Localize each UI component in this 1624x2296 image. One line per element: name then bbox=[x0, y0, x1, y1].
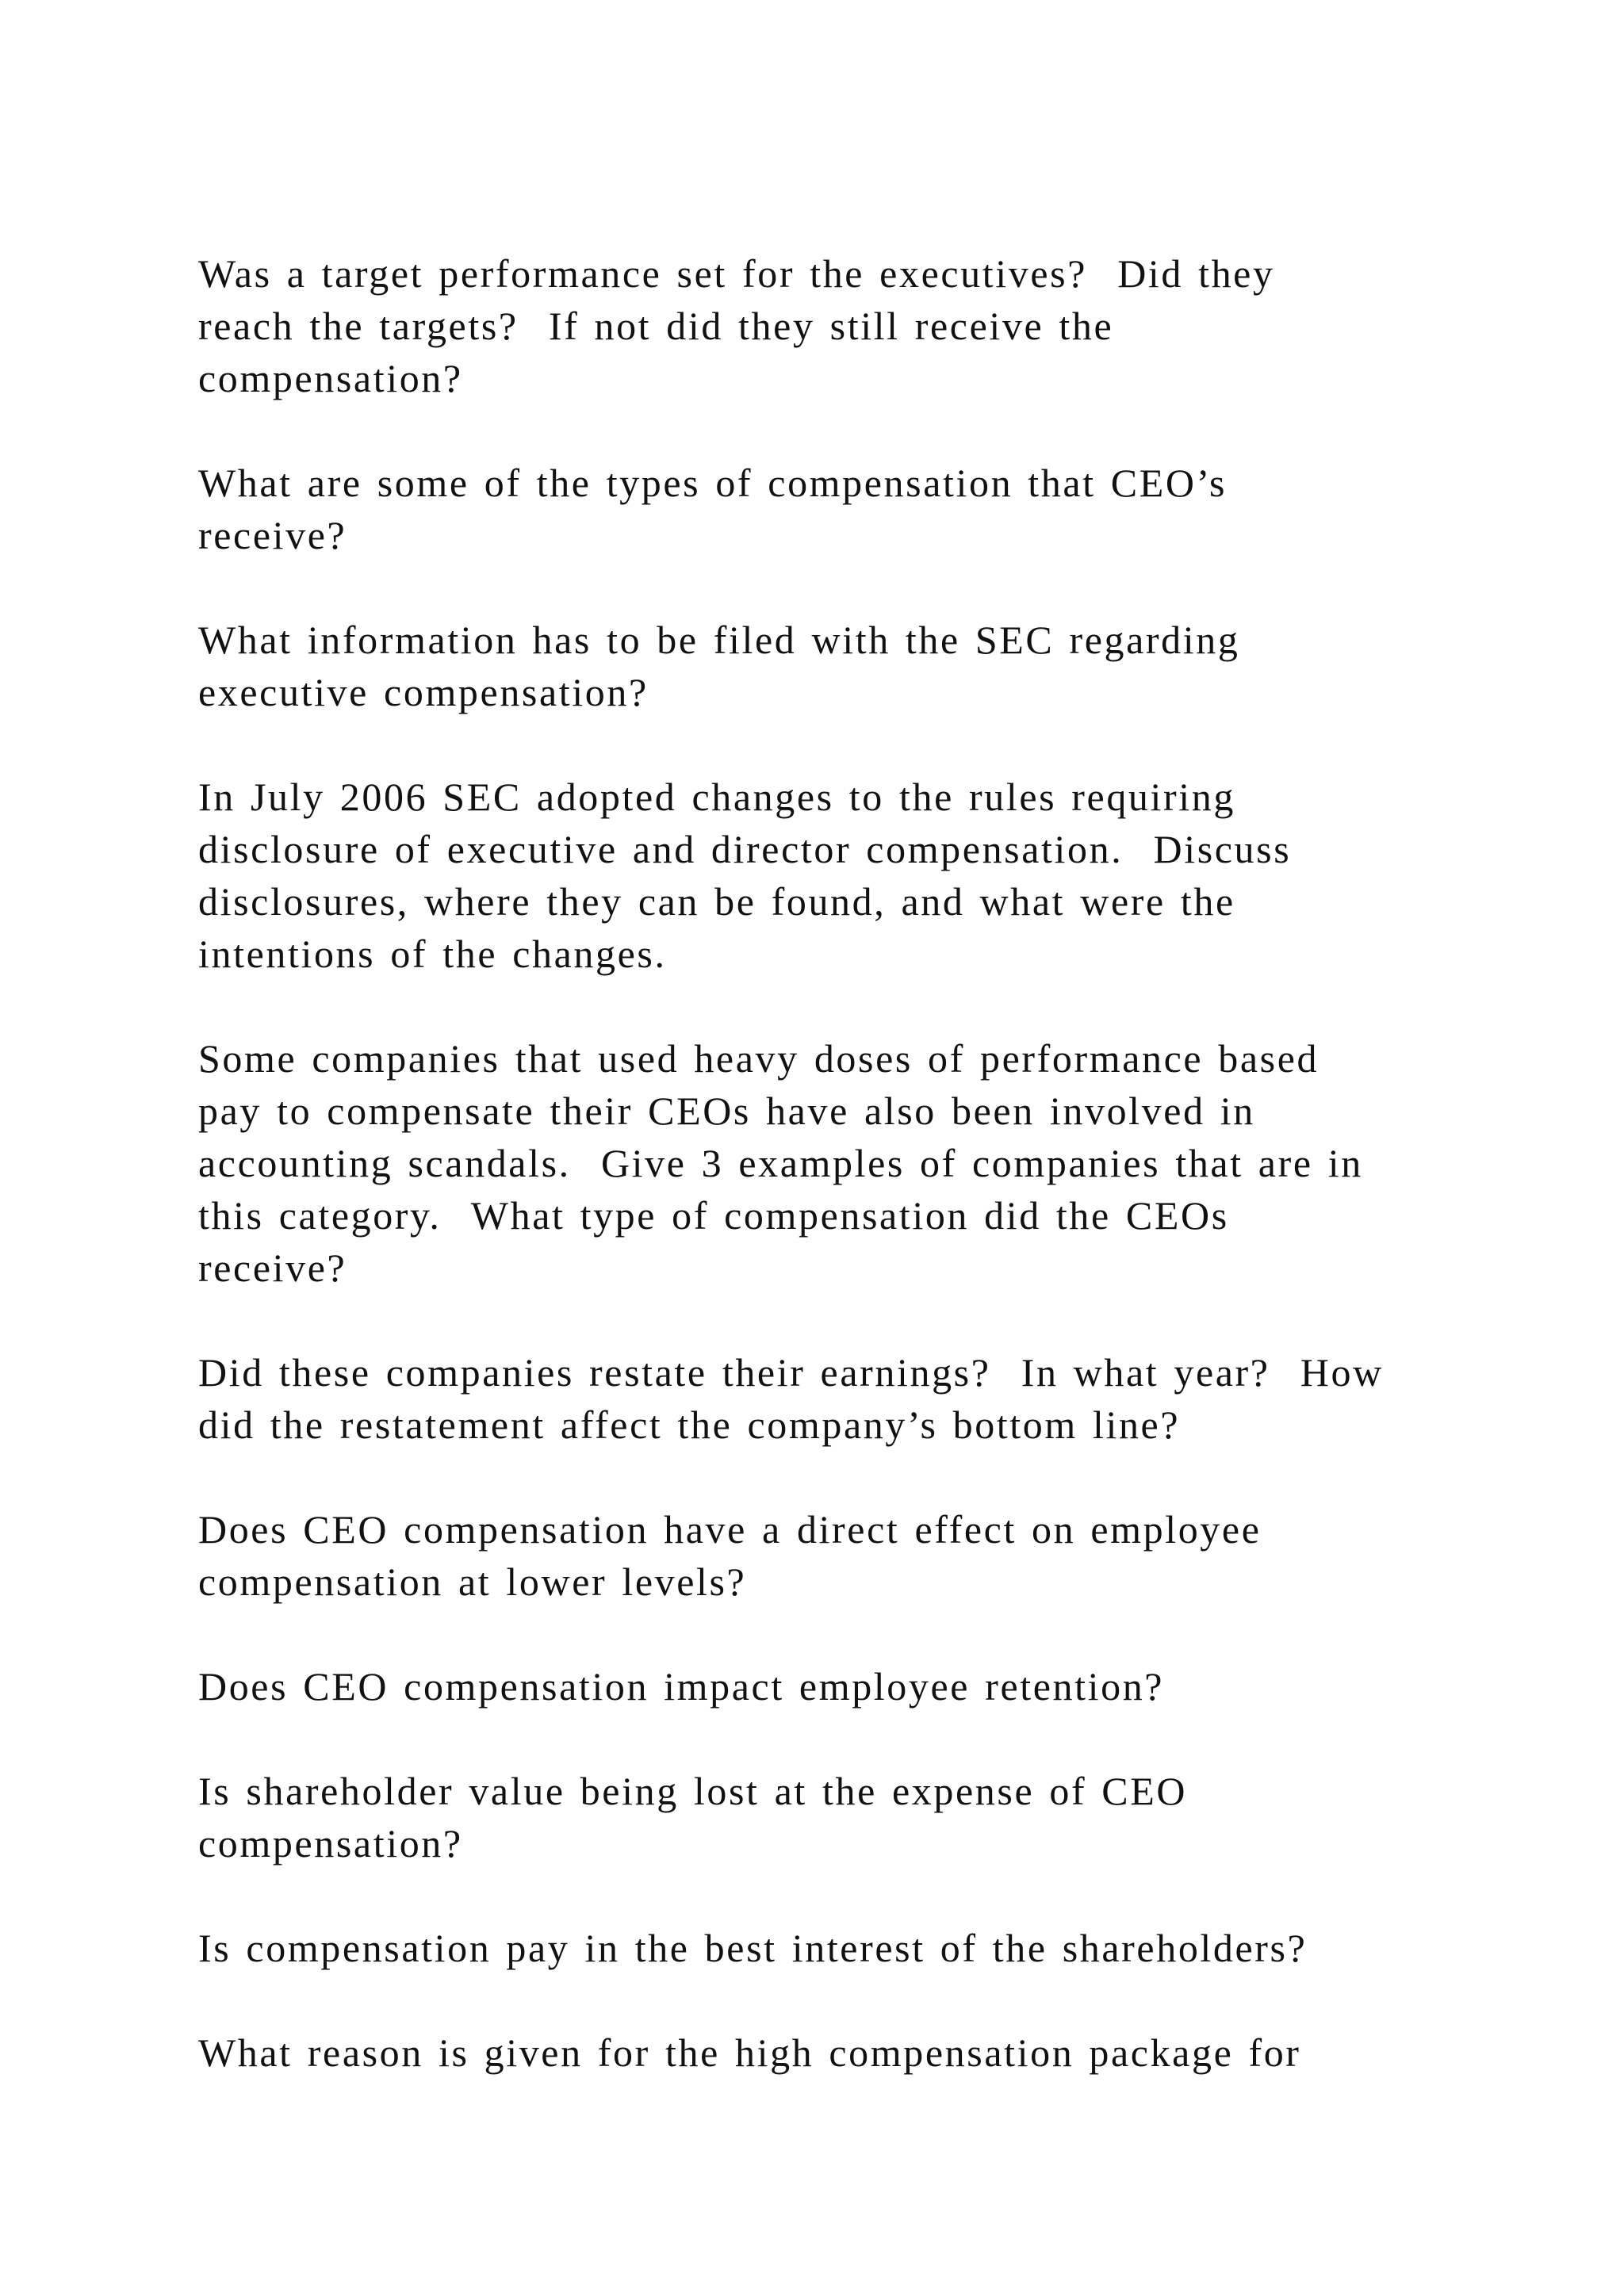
document-body bbox=[198, 247, 1467, 2131]
text-line: pay to compensate their CEOs have also been involved in bbox=[198, 1089, 1255, 1133]
paragraph-7 bbox=[198, 1503, 1467, 1608]
paragraph-6 bbox=[198, 1346, 1467, 1451]
text-line: Does CEO compensation impact employee retention? bbox=[198, 1664, 1165, 1709]
text-line: reach the targets? If not did they still receive the bbox=[198, 304, 1114, 348]
text-line: Did these companies restate their earnings? In what year? How bbox=[198, 1350, 1384, 1395]
text-line: What reason is given for the high compensation package for bbox=[198, 2030, 1301, 2075]
text-line: disclosures, where they can be found, and what were the bbox=[198, 879, 1235, 924]
text-line: compensation? bbox=[198, 1821, 463, 1866]
text-line: did the restatement affect the company’s bottom line? bbox=[198, 1402, 1181, 1447]
paragraph-8 bbox=[198, 1660, 1467, 1712]
paragraph-1 bbox=[198, 247, 1467, 404]
text-line: receive? bbox=[198, 1246, 347, 1290]
text-line: Is shareholder value being lost at the expense of CEO bbox=[198, 1769, 1188, 1813]
text-line: compensation at lower levels? bbox=[198, 1559, 747, 1604]
text-line: Is compensation pay in the best interest of the shareholders? bbox=[198, 1926, 1308, 1970]
text-line: Does CEO compensation have a direct effect on employee bbox=[198, 1507, 1262, 1552]
paragraph-5 bbox=[198, 1032, 1467, 1294]
paragraph-3 bbox=[198, 614, 1467, 718]
paragraph-2 bbox=[198, 457, 1467, 561]
text-line: In July 2006 SEC adopted changes to the rules requiring bbox=[198, 775, 1235, 819]
text-line: compensation? bbox=[198, 356, 463, 400]
text-line: receive? bbox=[198, 513, 347, 557]
text-line: Was a target performance set for the executives? Did they bbox=[198, 251, 1275, 296]
text-line: disclosure of executive and director compensation. Discuss bbox=[198, 827, 1292, 871]
text-line: this category. What type of compensation did the CEOs bbox=[198, 1193, 1229, 1238]
text-line: What are some of the types of compensation that CEO’s bbox=[198, 461, 1228, 505]
paragraph-11 bbox=[198, 2026, 1467, 2079]
text-line: accounting scandals. Give 3 examples of companies that are in bbox=[198, 1141, 1363, 1185]
text-line: What information has to be filed with the SEC regarding bbox=[198, 618, 1240, 662]
text-line: intentions of the changes. bbox=[198, 932, 667, 976]
text-line: executive compensation? bbox=[198, 670, 649, 714]
paragraph-10 bbox=[198, 1922, 1467, 1974]
paragraph-4 bbox=[198, 771, 1467, 980]
paragraph-9 bbox=[198, 1765, 1467, 1869]
text-line: Some companies that used heavy doses of performance based bbox=[198, 1036, 1320, 1081]
